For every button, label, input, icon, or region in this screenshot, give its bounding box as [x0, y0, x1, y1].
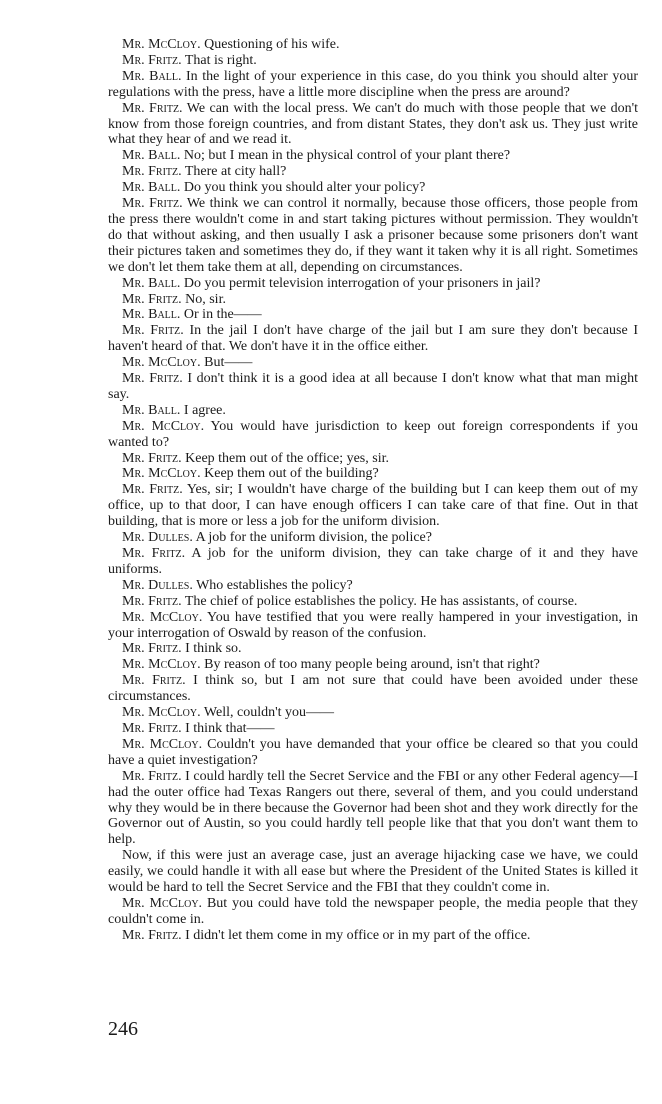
speaker-name: Mr. Fritz.: [122, 164, 182, 180]
testimony-paragraph: [108, 37, 638, 53]
testimony-text: We think we can control it normally, because those officers, those people from the press there wouldn't come in and start taking pictures without permission. They wouldn't do that without asking, and then usually I ask a prisoner because some prisoners don't want their pictures taken and sometimes they do, if they want it taken why it is all right. Sometimes we don't let them take them at all, depending on circumstances.: [108, 196, 638, 275]
speaker-name: Mr. Ball.: [122, 180, 181, 196]
testimony-text: Yes, sir; I wouldn't have charge of the building but I can keep them out of my office, up to that door, I can have enough officers I can take care of that fine. Out in that building, that is more or less a job for the uniform division.: [108, 482, 639, 530]
speaker-name: Mr. Fritz.: [122, 371, 183, 387]
testimony-text: A job for the uniform division, the police?: [192, 530, 432, 546]
testimony-text: No; but I mean in the physical control of your plant there?: [180, 148, 511, 164]
speaker-name: Mr. Fritz.: [122, 546, 186, 561]
testimony-paragraph: [108, 292, 638, 308]
testimony-text: In the light of your experience in this case, do you think you should alter your regulations with the press, have a little more discipline when the press are around?: [108, 68, 638, 100]
testimony-text: Couldn't you have demanded that your office be cleared so that you could have a quiet investigation?: [108, 736, 638, 768]
testimony-text: A job for the uniform division, they can take charge of it and they have uniforms.: [108, 546, 638, 577]
testimony-text: I think that——: [181, 720, 275, 736]
testimony-text: Keep them out of the office; yes, sir.: [181, 450, 389, 466]
speaker-name: Mr. McCloy.: [122, 705, 201, 721]
speaker-name: Mr. Dulles.: [122, 530, 193, 546]
testimony-paragraph: [108, 355, 638, 371]
testimony-text: I could hardly tell the Secret Service and the FBI or any other Federal agency—I had the outer office had Texas Rangers out there, several of them, and you could understand why they would be in there because the Governor had been shot and they work directly for the Governor out of Austin, so you could hardly tell people like that that you don't want them to help.: [108, 768, 638, 848]
testimony-text: But——: [200, 355, 253, 371]
testimony-text: I think so, but I am not sure that could have been avoided under these circumstances.: [108, 673, 639, 705]
testimony-text: I agree.: [180, 402, 226, 418]
speaker-name: Mr. McCloy.: [122, 355, 201, 371]
speaker-name: Mr. McCloy.: [122, 418, 205, 434]
speaker-name: Mr. Fritz.: [122, 768, 182, 784]
speaker-name: Mr. McCloy.: [122, 37, 201, 52]
speaker-name: Mr. Fritz.: [122, 673, 186, 689]
speaker-name: Mr. Fritz.: [122, 323, 184, 339]
speaker-name: Mr. Ball.: [122, 307, 181, 323]
testimony-text: Who establishes the policy?: [192, 577, 353, 593]
testimony-paragraph: [108, 307, 638, 323]
testimony-paragraph: [108, 276, 638, 292]
testimony-text: That is right.: [181, 52, 257, 68]
testimony-paragraph: [108, 848, 638, 896]
testimony-paragraph: [108, 546, 638, 578]
speaker-name: Mr. Fritz.: [122, 641, 182, 657]
testimony-text: We can with the local press. We can't do much with those people that we don't know from those foreign countries, and from distant States, they don't ask us. They just write what they hear of and we read it.: [108, 100, 638, 148]
speaker-name: Mr. Fritz.: [122, 196, 183, 212]
speaker-name: Mr. Fritz.: [122, 291, 182, 307]
testimony-paragraph: [108, 196, 638, 276]
testimony-paragraph: [108, 148, 638, 164]
testimony-paragraph: [108, 721, 638, 737]
testimony-paragraph: [108, 164, 638, 180]
testimony-text: Now, if this were just an average case, just an average hijacking case we have, we could easily, we could handle it with all ease but where the President of the United States is killed it would be hard to tell the Secret Service and the FBI that they couldn't come in.: [108, 848, 638, 896]
testimony-paragraph: [108, 53, 638, 69]
testimony-paragraph: [108, 101, 638, 149]
testimony-text: But you could have told the newspaper people, the media people that they couldn't come in.: [108, 895, 638, 927]
testimony-text: Keep them out of the building?: [200, 466, 379, 482]
testimony-text: By reason of too many people being around, isn't that right?: [200, 657, 540, 673]
page-number: 246: [108, 1018, 138, 1040]
testimony-paragraph: [108, 323, 638, 355]
testimony-text: I think so.: [181, 641, 242, 657]
speaker-name: Mr. Fritz.: [122, 482, 183, 498]
speaker-name: Mr. McCloy.: [122, 466, 201, 482]
testimony-paragraph: [108, 451, 638, 467]
testimony-paragraph: [108, 180, 638, 196]
testimony-text: Or in the——: [180, 307, 262, 323]
testimony-text: I don't think it is a good idea at all because I don't know what that man might say.: [108, 371, 638, 402]
speaker-name: Mr. Dulles.: [122, 577, 193, 593]
testimony-paragraph: [108, 578, 638, 594]
testimony-paragraph: [108, 403, 638, 419]
testimony-paragraph: [108, 610, 638, 642]
testimony-paragraph: [108, 657, 638, 673]
testimony-paragraph: [108, 69, 638, 101]
speaker-name: Mr. Fritz.: [122, 720, 182, 736]
testimony-paragraph: [108, 928, 638, 944]
testimony-text: You have testified that you were really hampered in your investigation, in your interrogation of Oswald by reason of the confusion.: [108, 609, 638, 641]
testimony-text: Well, couldn't you——: [200, 705, 334, 721]
speaker-name: Mr. Fritz.: [122, 52, 182, 68]
testimony-paragraph: [108, 705, 638, 721]
testimony-text: The chief of police establishes the policy. He has assistants, of course.: [181, 593, 578, 609]
testimony-paragraph: [108, 530, 638, 546]
speaker-name: Mr. Ball.: [122, 275, 181, 291]
testimony-text: No, sir.: [181, 291, 226, 307]
testimony-paragraph: [108, 466, 638, 482]
speaker-name: Mr. Fritz.: [122, 450, 182, 466]
testimony-paragraph: [108, 769, 638, 849]
testimony-paragraph: [108, 482, 638, 530]
speaker-name: Mr. McCloy.: [122, 736, 203, 752]
testimony-paragraph: [108, 419, 638, 451]
testimony-paragraph: [108, 594, 638, 610]
testimony-text: There at city hall?: [181, 164, 287, 180]
speaker-name: Mr. Ball.: [122, 148, 181, 164]
testimony-text: Do you think you should alter your policy?: [180, 180, 426, 196]
testimony-text: I didn't let them come in my office or in my part of the office.: [181, 927, 531, 943]
testimony-paragraph: [108, 371, 638, 403]
speaker-name: Mr. McCloy.: [122, 895, 203, 911]
speaker-name: Mr. McCloy.: [122, 609, 203, 625]
testimony-paragraph: [108, 673, 638, 705]
testimony-text: Do you permit television interrogation of your prisoners in jail?: [180, 275, 541, 291]
testimony-text: You would have jurisdiction to keep out foreign correspondents if you wanted to?: [108, 418, 638, 450]
speaker-name: Mr. Fritz.: [122, 100, 183, 116]
testimony-text: Questioning of his wife.: [200, 37, 340, 52]
speaker-name: Mr. Fritz.: [122, 593, 182, 609]
testimony-paragraph: [108, 896, 638, 928]
testimony-paragraph: [108, 737, 638, 769]
speaker-name: Mr. Ball.: [122, 68, 182, 84]
speaker-name: Mr. Fritz.: [122, 927, 182, 943]
transcript-body: [108, 37, 638, 944]
testimony-text: In the jail I don't have charge of the jail but I am sure they don't because I haven't heard of that. We don't have it in the office either.: [108, 323, 639, 355]
speaker-name: Mr. Ball.: [122, 402, 181, 418]
speaker-name: Mr. McCloy.: [122, 657, 201, 673]
testimony-paragraph: [108, 641, 638, 657]
